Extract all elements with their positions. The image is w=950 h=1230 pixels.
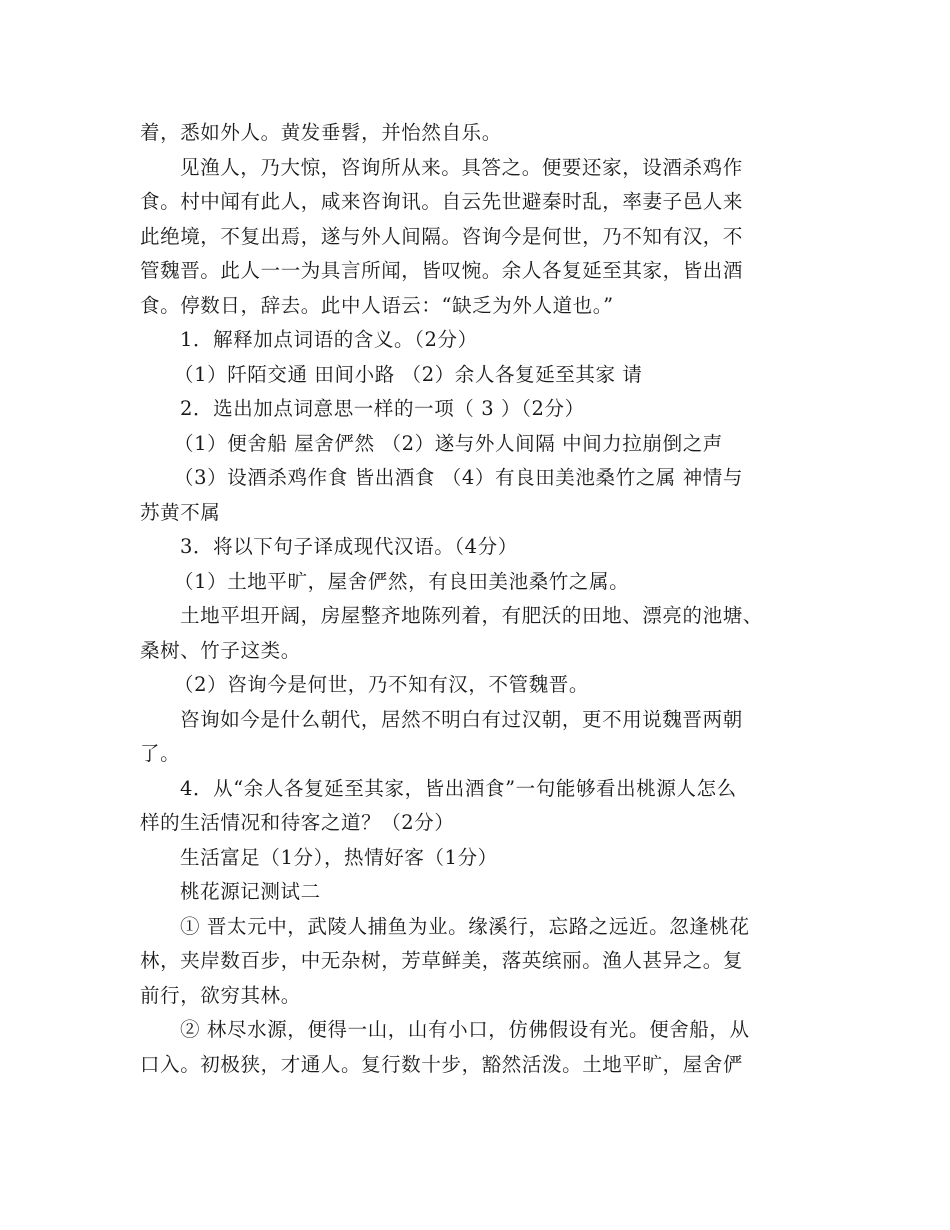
text-line: 4．从“余人各复延至其家，皆出酒食”一句能够看出桃源人怎么: [180, 776, 737, 800]
document-page: [140, 116, 815, 1082]
text-line: （3）设酒杀鸡作食 皆出酒食 （4）有良田美池桑竹之属 神情与: [174, 466, 744, 489]
text-line: 林，夹岸数百步，中无杂树，芳草鲜美，落英缤丽。渔人甚异之。复: [140, 949, 744, 972]
text-line: ② 林尽水源，便得一山，山有小口，仿佛假设有光。便舍船，从: [180, 1018, 750, 1041]
text-line: 前行，欲穷其林。: [140, 983, 301, 1007]
text-line: 苏黄不属: [140, 500, 221, 524]
text-line: 2．选出加点词意思一样的一项（ 3 ）（2分）: [180, 397, 585, 420]
text-line: 样的生活情况和待客之道？（2分）: [140, 811, 455, 834]
text-line: 桑树、竹子这类。: [140, 638, 301, 662]
text-line: ① 晋太元中，武陵人捕鱼为业。缘溪行，忘路之远近。忽逢桃花: [180, 914, 750, 938]
text-line: （1）土地平旷，屋舍俨然，有良田美池桑竹之属。: [174, 569, 630, 593]
text-line: 3．将以下句子译成现代汉语。（4分）: [180, 535, 518, 558]
text-line: 桃花源记测试二: [180, 880, 321, 903]
text-line: （1）便舍船 屋舍俨然 （2）遂与外人间隔 中间力拉崩倒之声: [174, 431, 723, 455]
text-line: 生活富足（1分），热情好客（1分）: [180, 845, 498, 869]
text-line: 口入。初极狭，才通人。复行数十步，豁然活泼。土地平旷，屋舍俨: [140, 1052, 744, 1076]
text-line: （1）阡陌交通 田间小路 （2）余人各复延至其家 请: [174, 362, 643, 386]
text-line: （2）咨询今是何世，乃不知有汉，不管魏晋。: [174, 673, 590, 696]
text-line: 1．解释加点词语的含义。（2分）: [180, 328, 478, 351]
text-line: 食。停数日，辞去。此中人语云：“缺乏为外人道也。”: [140, 293, 614, 317]
text-line: 土地平坦开阔，房屋整齐地陈列着，有肥沃的田地、漂亮的池塘、: [180, 604, 763, 627]
text-line: 咨询如今是什么朝代，居然不明白有过汉朝，更不用说魏晋两朝: [180, 707, 743, 731]
text-line: 了。: [140, 742, 181, 765]
text-line: 此绝境，不复出焉，遂与外人间隔。咨询今是何世，乃不知有汉，不: [140, 224, 744, 248]
text-line: 管魏晋。此人一一为具言所闻，皆叹惋。余人各复延至其家，皆出酒: [140, 259, 744, 282]
text-line: 着，悉如外人。黄发垂髫，并怡然自乐。: [140, 121, 502, 144]
text-line: 食。村中闻有此人，咸来咨询讯。自云先世避秦时乱，率妻子邑人来: [140, 190, 744, 213]
text-line: 见渔人，乃大惊，咨询所从来。具答之。便要还家，设酒杀鸡作: [180, 155, 743, 179]
